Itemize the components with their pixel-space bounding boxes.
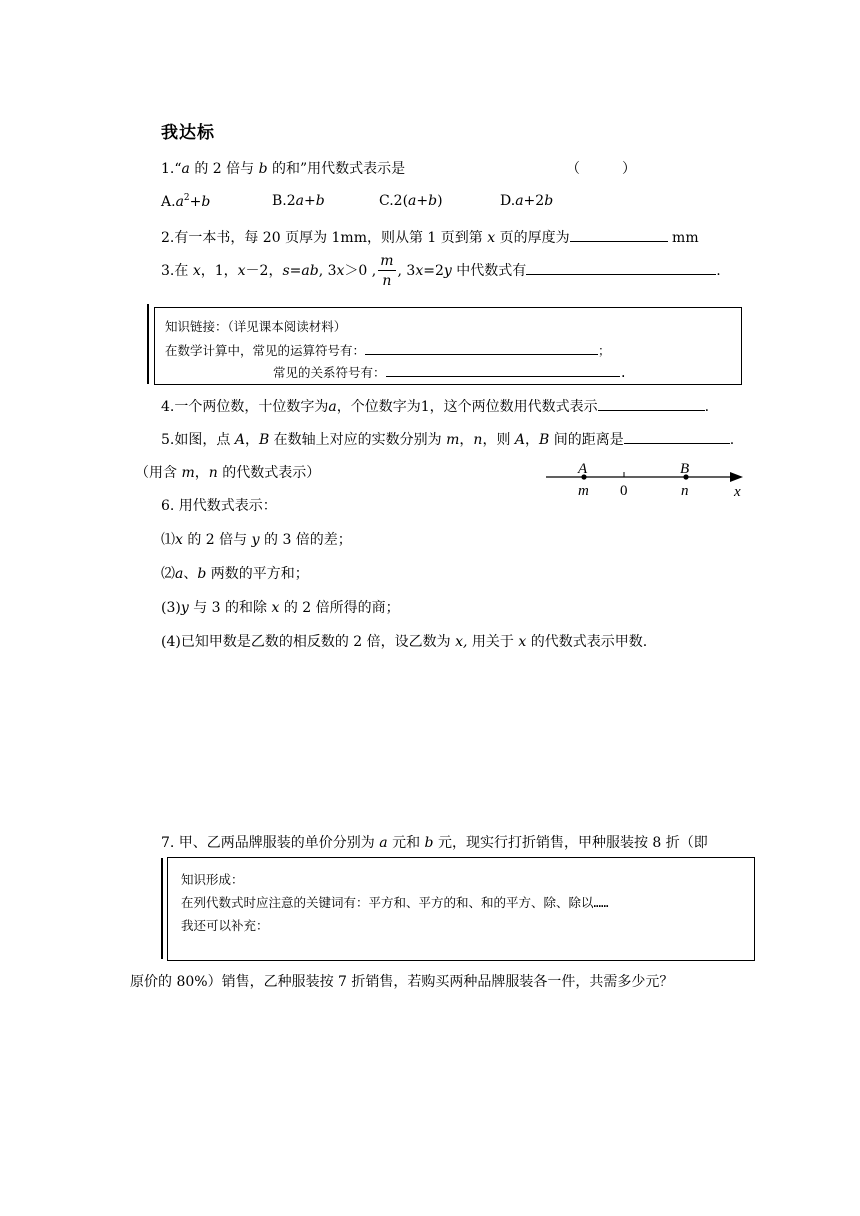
number-line-figure: [540, 455, 760, 505]
q5-note-text-1: （用含: [135, 465, 182, 481]
q2-var-x: x: [487, 230, 496, 246]
q6p3-num: (3): [161, 600, 181, 616]
q5-note-text-2: ，: [194, 465, 209, 481]
q6p4-text-1: (4)已知甲数是乙数的相反数的 2 倍，设乙数为: [161, 634, 456, 650]
q6p2-var-a: a: [175, 566, 184, 582]
q3-var-x3: x: [336, 263, 345, 279]
q5-end: .: [729, 432, 735, 448]
question-7-continued: 原价的 80%）销售，乙种服装按 7 折销售，若购买两种品牌服装各一件，共需多少元？: [130, 974, 674, 990]
box2-left-bar-outer: [161, 858, 163, 959]
q5-text-6: ，: [525, 432, 540, 448]
box1-left-bar-outer: [147, 304, 149, 384]
q5-note-text-3: 的代数式表示）: [217, 465, 321, 481]
q6p4-var-x: x,: [455, 634, 468, 650]
option-a-exp: 2: [183, 193, 190, 203]
option-d-var-b: b: [544, 193, 554, 209]
box2-line-1: 知识形成：: [181, 872, 244, 887]
question-6-part-4: [161, 631, 647, 651]
q5-point-b2: B: [539, 432, 550, 448]
q6p1-text-1: 的 2 倍与: [182, 532, 252, 548]
option-c-expr: a+b: [408, 193, 438, 209]
question-6-part-3: [161, 597, 400, 617]
q7-var-b: b: [424, 835, 434, 851]
q7-text-3: 元，现实行打折销售，甲种服装按 8 折（即: [433, 835, 708, 851]
question-5: [161, 429, 734, 449]
relation-symbols-blank[interactable]: [386, 364, 620, 377]
q1-var-a: a: [181, 161, 190, 177]
option-b-expr: a+b: [295, 193, 325, 209]
q2-text-1: 2.有一本书，每 20 页厚为 1mm，则从第 1 页到第: [161, 230, 488, 246]
q5-point-a: A: [234, 432, 245, 448]
q7-text-1: 7. 甲、乙两品牌服装的单价分别为: [161, 835, 380, 851]
q3-text-1: 3.在: [161, 263, 193, 279]
q4-text-2: ，个位数字为1，这个两位数用代数式表示: [336, 399, 598, 415]
box1-line-2: [165, 341, 611, 359]
q5-answer-blank[interactable]: [624, 431, 730, 444]
q3-text-4: , 3: [318, 263, 337, 279]
q1-number: 1.: [161, 161, 175, 177]
q2-text-2: 页的厚度为: [495, 230, 570, 246]
q4-var-a: a: [328, 399, 337, 415]
box1-line-3-text: 常见的关系符号有：: [273, 365, 386, 380]
operation-symbols-blank[interactable]: [365, 342, 598, 355]
q1-var-b: b: [258, 161, 268, 177]
q3-text-7: =2: [423, 263, 444, 279]
option-d-label: D.: [500, 193, 516, 209]
q6p2-text-1: 、: [183, 566, 198, 582]
option-c-label: C.2(: [379, 193, 409, 209]
q3-var-x1: x: [192, 263, 201, 279]
q5-var-m: m: [446, 432, 460, 448]
q1-option-c: [379, 193, 443, 209]
option-a-var: a: [175, 194, 184, 210]
q3-text-8: 中代数式有: [451, 263, 527, 279]
q6p1-text-2: 的 3 倍的差；: [259, 532, 352, 548]
box1-line-3-end: .: [619, 365, 628, 380]
q1-option-d: [500, 193, 553, 209]
q5-text-1: 5.如图，点: [161, 432, 235, 448]
label-b: B: [680, 461, 690, 477]
q6p2-text-2: 两数的平方和；: [206, 566, 309, 582]
q3-text-5: ＞0 ,: [344, 263, 377, 279]
q7-text-2: 元和: [387, 835, 425, 851]
q5-point-a2: A: [514, 432, 526, 448]
q6p2-num: ⑵: [161, 566, 175, 582]
box2-line-3: 我还可以补充：: [181, 918, 269, 933]
fraction-numerator: m: [380, 253, 394, 269]
q5-point-b: B: [258, 432, 270, 448]
label-zero: 0: [620, 483, 628, 499]
q6p4-var-x2: x: [518, 634, 527, 650]
q5-var-n: n: [473, 432, 483, 448]
q1-answer-paren: （ ）: [566, 161, 636, 177]
q5-text-2: ，: [244, 432, 259, 448]
q3-answer-blank[interactable]: [526, 262, 716, 275]
q3-text-2: ，1，: [200, 263, 238, 279]
q1-option-a: [161, 193, 210, 210]
q5-text-3: 在数轴上对应的实数分别为: [269, 432, 447, 448]
question-6-title: 6. 用代数式表示：: [161, 498, 277, 514]
question-1: [161, 158, 405, 178]
q3-var-y: y: [443, 263, 452, 279]
box1-line-2-text: 在数学计算中，常见的运算符号有：: [165, 343, 366, 358]
q5-text-5: ，则: [482, 432, 515, 448]
option-d-var-a: a: [515, 193, 524, 209]
q1-option-b: [272, 193, 325, 209]
q6p3-var-y: y: [180, 600, 189, 616]
q6p3-text-2: 的 2 倍所得的商；: [279, 600, 400, 616]
question-2: [161, 227, 699, 247]
number-line-arrow: [730, 472, 743, 482]
q3-var-x4: x: [415, 263, 424, 279]
label-n: n: [681, 483, 689, 499]
question-3: [161, 254, 721, 288]
q1-quote: “: [174, 161, 182, 177]
q5-text-4: ，: [459, 432, 474, 448]
question-6-part-1: [161, 529, 352, 549]
q1-text-1: 的 2 倍与: [194, 161, 259, 177]
option-c-close: ): [437, 193, 443, 209]
q2-unit: mm: [667, 230, 699, 246]
q4-answer-blank[interactable]: [598, 398, 705, 411]
question-4: [161, 396, 709, 416]
q6p4-text-3: 的代数式表示甲数.: [526, 634, 648, 650]
q3-fraction: [378, 254, 395, 288]
q6p3-var-x: x: [271, 600, 280, 616]
option-a-rest: +b: [189, 194, 211, 210]
q5-note: [135, 462, 320, 482]
q6p1-num: ⑴: [161, 532, 175, 548]
q3-text-3: －2，: [245, 263, 283, 279]
q6p2-var-b: b: [197, 566, 207, 582]
question-7: [161, 832, 708, 852]
option-a-label: A.: [161, 194, 176, 210]
q1-text-2: 的和”用代数式表示是: [267, 161, 406, 177]
q5-note-var-m: m: [181, 465, 195, 481]
section-title: 我达标: [161, 123, 215, 143]
q3-end: .: [716, 263, 721, 279]
q5-text-7: 间的距离是: [549, 432, 624, 448]
option-b-label: B.2: [272, 193, 296, 209]
q6p4-text-2: 用关于: [467, 634, 519, 650]
q6p1-var-x: x: [175, 532, 183, 548]
q3-var-x2: x: [237, 263, 246, 279]
q4-text-1: 4.一个两位数，十位数字为: [161, 399, 329, 415]
question-6-part-2: [161, 563, 309, 583]
label-x: x: [734, 484, 741, 500]
box1-line-3: [273, 363, 627, 381]
q6p3-text-1: 与 3 的和除: [188, 600, 272, 616]
q6p1-var-y: y: [251, 532, 260, 548]
box2-line-2: 在列代数式时应注意的关键词有：平方和、平方的和、和的平方、除、除以……: [181, 895, 609, 910]
option-d-plus: +2: [523, 193, 545, 209]
label-a: A: [578, 461, 588, 477]
fraction-denominator: n: [382, 273, 392, 289]
box1-line-2-end: ；: [598, 343, 611, 358]
box1-line-1: 知识链接：（详见课本阅读材料）: [165, 319, 347, 334]
q4-end: .: [704, 399, 710, 415]
label-m: m: [578, 483, 589, 499]
q7-var-a: a: [379, 835, 388, 851]
q3-expr-s: s=ab: [282, 263, 319, 279]
q5-note-var-n: n: [208, 465, 218, 481]
q2-answer-blank[interactable]: [570, 229, 668, 242]
q3-text-6: , 3: [397, 263, 416, 279]
